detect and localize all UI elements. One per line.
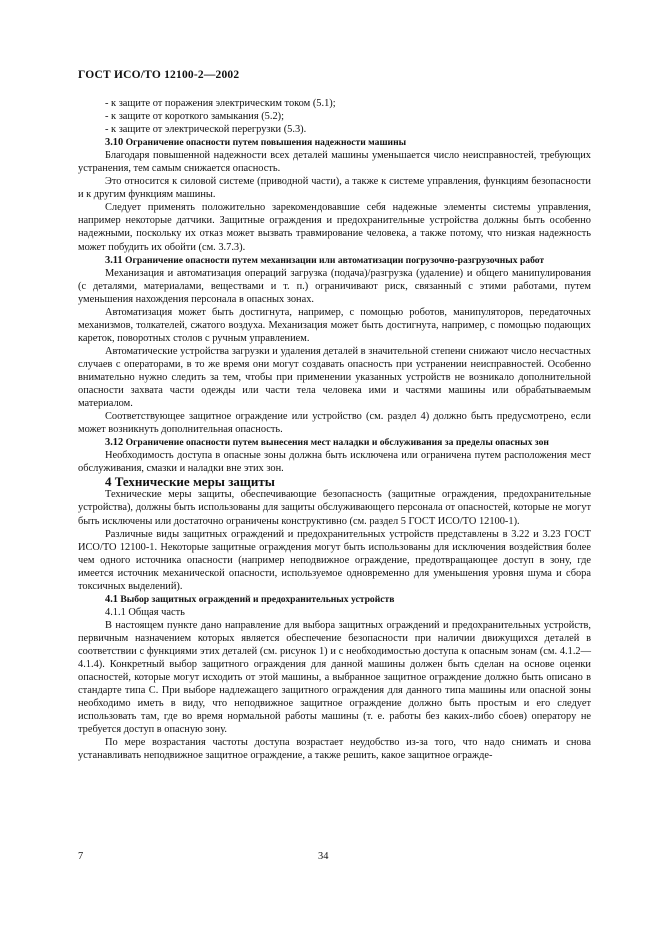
heading-3-10: 3.10 Ограничение опасности путем повышения надежности машины <box>105 137 407 149</box>
paragraph: По мере возрастания частоты доступа возрастает неудобство из-за того, что надо снимать и снова устанавливать неподвижное защитное ограждение, а также решить, какое защитное огражде- <box>78 737 591 762</box>
heading-3-12: 3.12 Ограничение опасности путем вынесения мест наладки и обслуживания за пределы опасных зон <box>105 437 549 449</box>
paragraph: Механизация и автоматизация операций загрузка (подача)/разгрузка (удаление) и общего манипулирования (с деталями, материалами, веществами и т. п.) ограничивают риск, связанный с этими работами, путем уменьшения нахождения персонала в опасных зонах. <box>78 267 591 305</box>
paragraph: Благодаря повышенной надежности всех деталей машины уменьшается число неисправностей, требующих устранения, тем самым снижается опасность. <box>78 150 591 175</box>
heading-3-11: 3.11 Ограничение опасности путем механизации или автоматизации погрузочно-разгрузочных работ <box>105 254 545 266</box>
list-item: - к защите от поражения электрическим током (5.1); <box>105 98 336 109</box>
paragraph: В настоящем пункте дано направление для выбора защитных ограждений и предохранительных устройств, первичным назначением которых является обеспечение безопасности при наличии движущихся деталей в соответствии с функциями этих деталей (см. рисунок 1) и с необходимостью доступа к опасным зонам (см. 4.1.2—4.1.4). Конкретный выбор защитного ограждения для данной машины должен быть сделан на основе оценки опасностей, которые могут исходить от этой машины, а выбранное защитное ограждение должно быть описано в стандарте типа С. При выборе надлежащего защитного ограждения для данного типа машины или опасной зоны необходимо иметь в виду, что неподвижное защитное ограждение должно быть простым и его следует использовать там, где во время нормальной работы машины (т. е. работы без каких-либо сбоев) оператору не требуется доступ в опасную зону. <box>78 619 591 736</box>
paragraph: Технические меры защиты, обеспечивающие безопасность (защитные ограждения, предохранительные устройства), должны быть использованы для защиты обслуживающего персонала от опасностей, которые не могут быть исключены или достаточно ограничены конструктивно (см. раздел 5 ГОСТ ИСО/ТО 12100-1). <box>78 489 591 527</box>
paragraph: Необходимость доступа в опасные зоны должна быть исключена или ограничена путем расположения мест обслуживания, смазки и наладки вне этих зон. <box>78 450 591 475</box>
paragraph: Автоматизация может быть достигнута, например, с помощью роботов, манипуляторов, передаточных механизмов, толкателей, сжатого воздуха. Механизация может быть достигнута, например, с помощью подающих кареток, поворотных столов с ручным управлением. <box>78 306 591 344</box>
list-item: - к защите от короткого замыкания (5.2); <box>105 111 285 123</box>
paragraph: Соответствующее защитное ограждение или устройство (см. раздел 4) должно быть предусмотрено, если может возникнуть дополнительная опасность. <box>78 411 591 436</box>
subheading-4-1-1: 4.1.1 Общая часть <box>105 606 185 618</box>
paragraph: Различные виды защитных ограждений и предохранительных устройств представлены в 3.22 и 3.23 ГОСТ ИСО/ТО 12100-1. Некоторые защитные ограждения могут быть использованы для исключения воздействия более чем одного источника опасности (например неподвижное ограждение, предотвращающее доступ в зону, где имеется источник механической опасности, используемое одновременно для уменьшения уровня шума и сбора токсичных выделений). <box>78 528 591 592</box>
document-header: ГОСТ ИСО/ТО 12100-2—2002 <box>78 69 240 81</box>
footer-left-number: 7 <box>78 851 84 862</box>
paragraph: Автоматические устройства загрузки и удаления деталей в значительной степени снижают число несчастных случаев с операторами, в то же время они могут создавать опасность при устранении неисправностей. Особенно внимательно нужно следить за тем, чтобы при применении указанных устройств не возникало дополнительной опасности захвата части одежды или части тела человека ими и частями машины или обрабатываемым материалом. <box>78 345 591 410</box>
paragraph: Это относится к силовой системе (приводной части), а также к системе управления, функциям безопасности и к другим функциям машины. <box>78 176 591 201</box>
section-heading-4: 4 Технические меры защиты <box>105 474 275 490</box>
list-item: - к защите от электрической перегрузки (5.3). <box>105 124 307 136</box>
document-body <box>78 97 591 762</box>
paragraph: Следует применять положительно зарекомендовавшие себя надежные элементы системы управления, например некоторые датчики. Защитные ограждения и предохранительные устройства должны быть особенно надежными, поскольку их отказ может вызвать травмирование человека, а также потому, что низкая надежность может побудить их обойти (см. 3.7.3). <box>78 202 591 253</box>
page-number: 34 <box>318 851 329 862</box>
heading-4-1: 4.1 Выбор защитных ограждений и предохранительных устройств <box>105 593 395 605</box>
